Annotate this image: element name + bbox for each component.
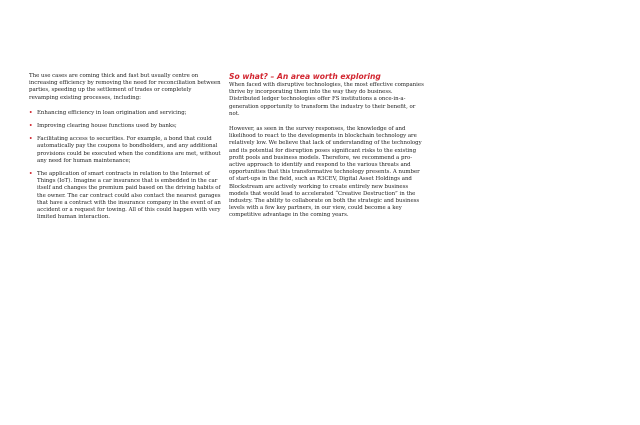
list-item-text: Improving clearing house functions used by banks; <box>37 123 177 130</box>
section-heading: So what? – An area worth exploring <box>229 72 381 81</box>
bullet-dot-icon: • <box>29 171 33 178</box>
use-case-list <box>29 110 221 222</box>
list-item <box>29 136 221 165</box>
body-paragraph-2: However, as seen in the survey responses, the knowledge of and likelihood to react to the developments in blockchain technology are relatively low. We believe that lack of understanding of the technology and its potential for disruption poses significant risks to the existing profit pools and business models. Therefore, we recommend a pro-active approach to identify and respond to the various threats and opportunities that this transformative technology presents. A number of start-ups in the field, such as R3CEV, Digital Asset Holdings and Blockstream are actively working to create entirely new business models that would lead to accelerated “Creative Destruction” in the industry. The ability to collaborate on both the strategic and business levels with a few key partners, in our view, could become a key competitive advantage in the coming years. <box>229 126 422 219</box>
list-item-text: Enhancing efficiency in loan origination and servicing; <box>37 109 187 116</box>
list-item <box>29 171 221 221</box>
right-column <box>229 72 424 228</box>
bullet-dot-icon: • <box>29 123 33 130</box>
intro-paragraph: The use cases are coming thick and fast but usually centre on increasing efficiency by removing the need for reconciliation between parties, speeding up the settlement of trades or completely revamping existing processes, including: <box>29 73 221 101</box>
list-item <box>29 110 221 117</box>
bullet-dot-icon: • <box>29 136 33 143</box>
list-item-text: Facilitating access to securities. For example, a bond that could automatically pay the coupons to bondholders, and any additional provisions could be executed when the conditions are met, without any need for human maintenance; <box>37 136 221 164</box>
list-item-text: The application of smart contracts in relation to the Internet of Things (IoT). Imagine a car insurance that is embedded in the car itself and changes the premium paid based on the driving habits of the owner. The car contract could also contact the nearest garages that have a contract with the insurance company in the event of an accident or a request for towing. All of this could happen with very limited human interaction. <box>37 171 221 221</box>
bullet-dot-icon: • <box>29 109 33 116</box>
list-item <box>29 123 221 130</box>
left-column <box>29 73 221 227</box>
body-paragraph-1: When faced with disruptive technologies, the most effective companies thrive by incorporating them into the way they do business. Distributed ledger technologies offer FS institutions a once-in-a-generation opportunity to transform the industry to their benefit, or not. <box>229 82 424 117</box>
